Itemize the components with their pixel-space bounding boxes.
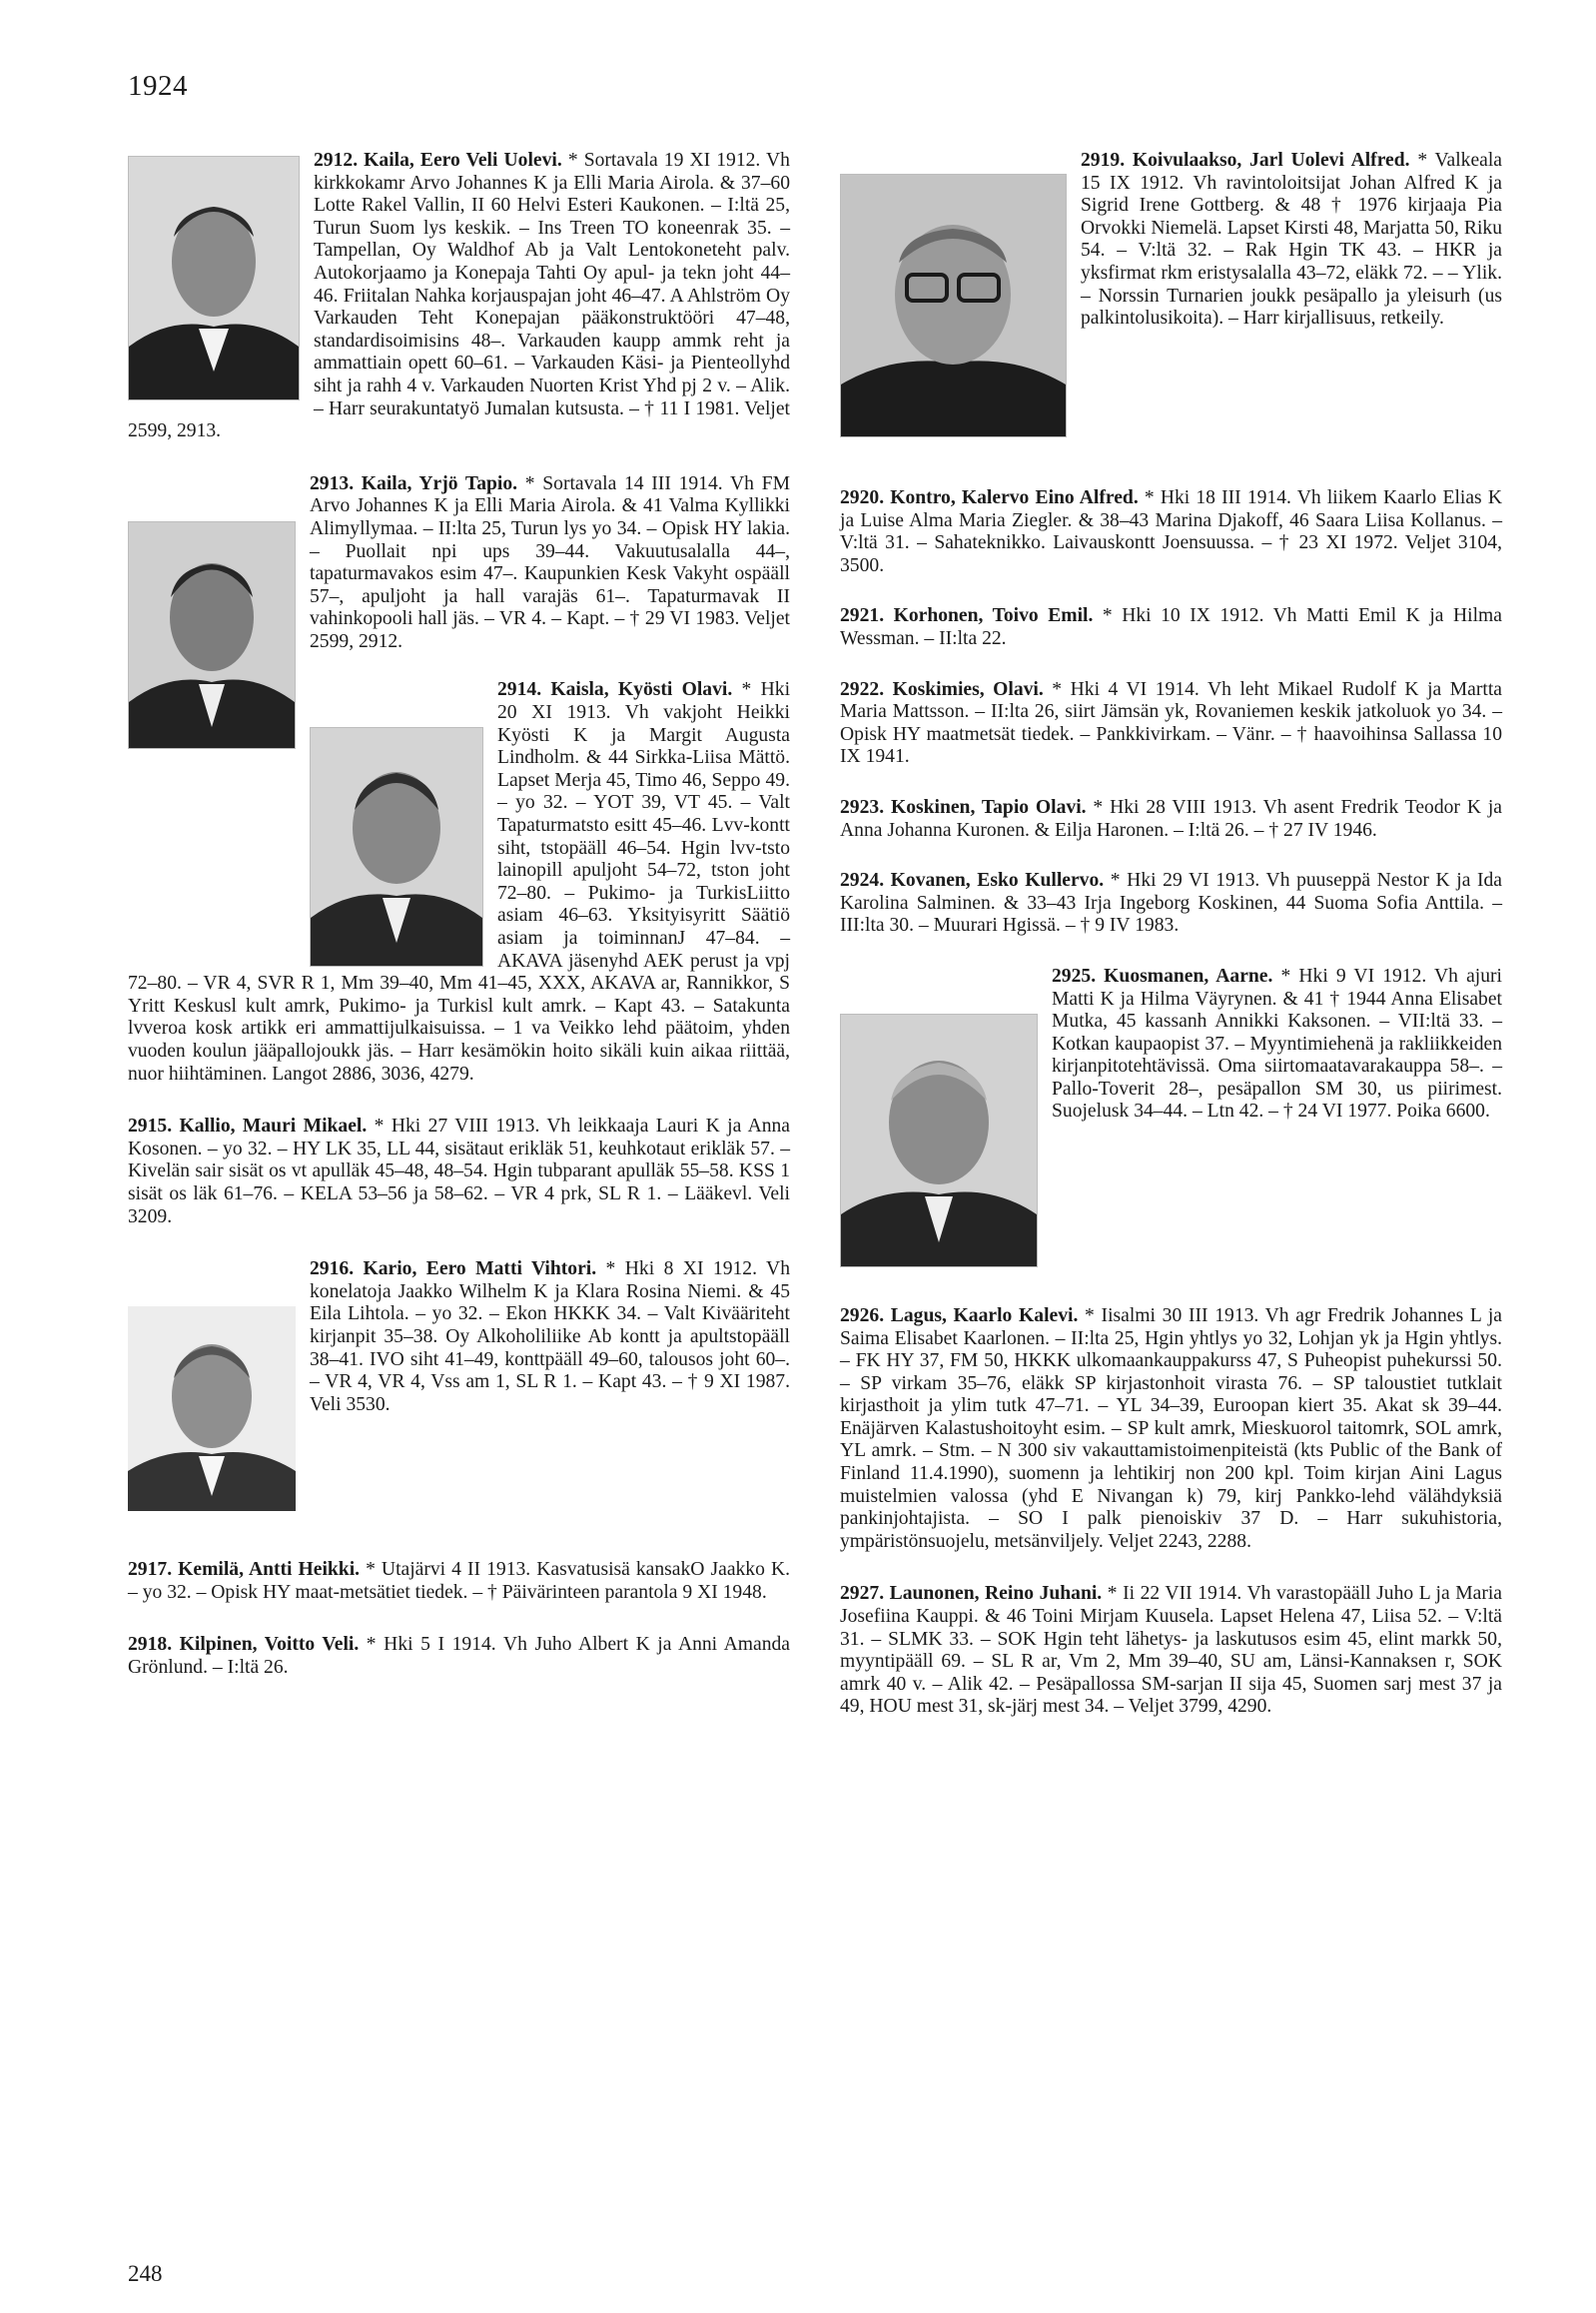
entry-heading: 2919. Koivulaakso, Jarl Uolevi Alfred. — [1081, 150, 1410, 171]
entry-text: * Hki 10 IX 1912. Vh Matti Emil K ja Hilma Wessman. – II:lta 22. — [840, 605, 1502, 649]
entry-text: * Sortavala 14 III 1914. Vh FM Arvo Johannes K ja Elli Maria Airola. & 41 Valma Kyllikki Alimyllymaa. – II:lta 25, Turun lys yo 34. – Opisk HY lakia. – Puollait npi ups 39–44. Vakuutusalalla 44–, tapaturmavakos esim 47–. Kaupunkien Kesk Vakyht ospääll 57–, apuljoht ja hall varajäs 61–. Tapaturmavak II vahinkopooli hall jäs. – VR 4. – Kapt. – † 29 VI 1983. Veljet 2599, 2912. — [310, 472, 791, 652]
entry-2924 — [840, 870, 1502, 938]
entry-heading: 2923. Koskinen, Tapio Olavi. — [840, 796, 1087, 818]
entry-text: * Hki 4 VI 1914. Vh leht Mikael Rudolf K ja Martta Maria Mattsson. – II:lta 26, siirt Jämsän yk, Rovaniemen keskik jatkoluok yo 34. – Opisk HY maatmetsät tiedek. – Pankkivirkam. – Vänr. – † haavoihinsa Sallassa 10 IX 1941. — [840, 678, 1502, 768]
entry-2916 — [128, 1258, 790, 1511]
entry-heading: 2927. Launonen, Reino Juhani. — [840, 1583, 1103, 1605]
entry-heading: 2916. Kario, Eero Matti Vihtori. — [310, 1258, 597, 1280]
entry-text: * Iisalmi 30 III 1913. Vh agr Fredrik Johannes L ja Saima Elisabet Kaarlonen. – II:lta 25, Hgin yhtlys yo 32, Lohjan yk ja Hgin yhtlys. – FK HY 37, FM 50, HKKK ulkomaankauppakurss 47, S Puheopist puhekurssi 50. – SP virkam 35–76, eläkk SP kirjastonhoit virasta 76. – SP taloustiet tutklait kirjasthoit ja ylim tutk 47–71. – YL 34–39, Euroopan kiert 35. Akat sk 39–44. Enäjärven Kalastushoitoyht esim. – SP kult amrk, Mieskuorol taitomrk, SOL amrk, YL amrk. – Stm. – N 300 siv vakauttamistoimenpiteistä (kts Public of the Bank of Finland 11.4.1990), suomenn ja lehtikirj non 200 kpl. Toim kirjan Aini Lagus muistelmien valossa (yhd E Nivangan k) 79, kirj Pankko-lehd välähdyksiä pankinjohtajista. – SO I palk pienoiskiv 37 D. – Harr sukuhistoria, ympäristönsuojelu, metsänviljely. Veljet 2243, 2288. — [840, 1304, 1502, 1552]
entry-heading: 2913. Kaila, Yrjö Tapio. — [310, 472, 518, 494]
portrait-photo-2919 — [840, 174, 1067, 437]
entry-heading: 2918. Kilpinen, Voitto Veli. — [128, 1634, 360, 1656]
entry-text: * Valkeala 15 IX 1912. Vh ravintoloitsijat Johan Alfred K ja Sigrid Irene Gottberg. & 48 † 1976 kirjaaja Pia Orvokki Niemelä. Lapset Kirsti 48, Marjatta 50, Riku 54. – V:ltä 32. – Rak Hgin TK 43. – HKR ja yksfirmat rkm eristysalalla 43–72, eläkk 72. – – Ylik. – Norssin Turnarien joukk pesäpallo ja yleisurh (us palkintolusikoita). – Harr kirjallisuus, retkeily. — [1081, 150, 1502, 330]
entry-text: * Hki 9 VI 1912. Vh ajuri Matti K ja Hilma Väyrynen. & 41 † 1944 Anna Elisabet Mutka, 45 kassanh Annikki Kaksonen. – VII:ltä 33. – Kotkan kaupaopist 37. – Myyntimiehenä ja rakliikkeiden kirjanpitotehtävissä. Oma siirtomaatavarakauppa 58–. – Pallo-Toverit 28–, pesäpallon SM 30, us piirimest. Suojelusk 34–44. – Ltn 42. – † 24 VI 1977. Poika 6600. — [1052, 965, 1502, 1123]
entry-text: * Hki 28 VIII 1913. Vh asent Fredrik Teodor K ja Anna Johanna Kuronen. & Eilja Haronen. – I:ltä 26. – † 27 IV 1946. — [840, 796, 1502, 841]
entry-2912 — [128, 150, 790, 443]
entry-2915 — [128, 1116, 790, 1228]
entry-2919 — [840, 150, 1502, 437]
entry-2917 — [128, 1559, 790, 1604]
left-column — [128, 150, 790, 1680]
entry-heading: 2914. Kaisla, Kyösti Olavi. — [497, 679, 733, 701]
entry-heading: 2915. Kallio, Mauri Mikael. — [128, 1116, 368, 1138]
page-number-header: 1924 — [128, 70, 188, 102]
entry-2926 — [840, 1305, 1502, 1554]
entry-2918 — [128, 1634, 790, 1679]
entry-heading: 2912. Kaila, Eero Veli Uolevi. — [314, 150, 562, 171]
entry-text: * Utajärvi 4 II 1913. Kasvatusisä kansakO Jaakko K. – yo 32. – Opisk HY maat-metsätiet tiedek. – † Päivärinteen parantola 9 XI 1948. — [128, 1559, 790, 1603]
entry-heading: 2921. Korhonen, Toivo Emil. — [840, 605, 1094, 627]
entry-2913 — [128, 473, 790, 654]
entry-text: * Ii 22 VII 1914. Vh varastopääll Juho L ja Maria Josefiina Kauppi. & 46 Toini Mirjam Kuusela. Lapset Helena 47, Liisa 52. – V:ltä 31. – SLMK 33. – SOK Hgin teht lähetys- ja laskutusos esim 45, elint markk 50, myyntipääll 69. – SL R ar, Vm 2, Mm 39–40, SU am, Länsi-Kannaksen r, SOK amrk 40 v. – Alik 42. – Pesäpallossa SM-sarjan II sija 45, Suomen sarj mest 37 ja 49, HOU mest 31, sk-järj mest 34. – Veljet 3799, 4290. — [840, 1583, 1502, 1718]
entry-2922 — [840, 679, 1502, 769]
entry-2921 — [840, 605, 1502, 650]
entry-text: * Hki 29 VI 1913. Vh puuseppä Nestor K ja Ida Karolina Salminen. & 33–43 Irja Ingeborg Koskinen, 44 Suoma Sofia Anttila. – III:lta 30. – Muurari Hgissä. – † 9 IV 1983. — [840, 870, 1502, 937]
entry-heading: 2922. Koskimies, Olavi. — [840, 678, 1044, 700]
entry-2923 — [840, 797, 1502, 842]
portrait-photo-2916 — [128, 1306, 296, 1511]
entry-text: * Hki 5 I 1914. Vh Juho Albert K ja Anni Amanda Grönlund. – I:ltä 26. — [128, 1634, 790, 1678]
entry-text: * Hki 8 XI 1912. Vh konelatoja Jaakko Wilhelm K ja Klara Rosina Niemi. & 45 Eila Lihtola. – yo 32. – Ekon HKKK 34. – Valt Kivääriteht kirjanpit 35–38. Oy Alkoholiliike Ab kontt ja apultstopääll 38–41. IVO siht 41–49, konttpääll 49–60, talousos joht 60–. – VR 4, VR 4, Vss am 1, SL R 1. – Kapt 43. – † 9 XI 1987. Veli 3530. — [310, 1258, 791, 1415]
portrait-photo-2913 — [128, 521, 296, 749]
entry-2925 — [840, 966, 1502, 1267]
entry-text: * Hki 27 VIII 1913. Vh leikkaaja Lauri K ja Anna Kosonen. – yo 32. – HY LK 35, LL 44, sisätaut erikläk 51, keuhkotaut erikläk 57. – Kivelän sair sisät os vt apulläk 45–48, 48–54. Hgin tubparant apulläk 55–58. KSS 1 sisät os läk 61–76. – KELA 53–56 ja 58–62. – VR 4 prk, SL R 1. – Lääkevl. Veli 3209. — [128, 1116, 791, 1227]
entry-heading: 2924. Kovanen, Esko Kullervo. — [840, 870, 1105, 892]
entry-heading: 2917. Kemilä, Antti Heikki. — [128, 1559, 361, 1581]
right-column — [840, 150, 1502, 1719]
entry-text: * Hki 18 III 1914. Vh liikem Kaarlo Elias K ja Luise Alma Maria Ziegler. & 38–43 Marina Djakoff, 46 Saara Liisa Kollanus. – V:ltä 31. – Sahateknikko. Laivauskontt Joensuussa. – † 23 XI 1972. Veljet 3104, 3500. — [840, 487, 1502, 576]
entry-heading: 2920. Kontro, Kalervo Eino Alfred. — [840, 487, 1139, 508]
entry-2927 — [840, 1583, 1502, 1719]
page-number-footer: 248 — [128, 2261, 163, 2286]
portrait-photo-2914 — [310, 727, 483, 967]
entry-text: * Sortavala 19 XI 1912. Vh kirkkokamr Arvo Johannes K ja Elli Maria Airola. & 37–60 Lotte Rakel Vallin, II 60 Helvi Esteri Kaukonen. – I:ltä 25, Turun Suom lys keskik. – Ins Treen TO koneenrak 35. – Tampellan, Oy Waldhof Ab ja Valt Lentokoneteht palv. Autokorjaamo ja Konepaja Tahti Oy apul- ja tekn joht 44–46. Friitalan Nahka korjauspajan joht 46–47. A Ahlström Oy Varkauden Teht Konepajan pääkonstruktööri 47–48, standardisoimisins 48–. Varkauden kaupp ammk reht ja ammattiain opett 60–61. – Varkauden Käsi- ja Pienteollyhd siht ja rahh 4 v. Varkauden Nuorten Krist Yhd pj 2 v. – Alik. – Harr seurakuntatyö Jumalan kutsusta. – † 11 I 1981. Veljet 2599, 2913. — [128, 150, 790, 442]
portrait-photo-2925 — [840, 1014, 1038, 1267]
entry-heading: 2926. Lagus, Kaarlo Kalevi. — [840, 1304, 1079, 1326]
portrait-photo-2912 — [128, 156, 300, 400]
entry-heading: 2925. Kuosmanen, Aarne. — [1052, 965, 1273, 987]
entry-2920 — [840, 487, 1502, 577]
entry-text: * Hki 20 XI 1913. Vh vakjoht Heikki Kyösti K ja Margit Augusta Lindholm. & 44 Sirkka-Liisa Mättö. Lapset Merja 45, Timo 46, Seppo 49. – yo 32. – YOT 39, VT 45. – Valt Tapaturmatsto esitt 45–46. Lvv-kontt siht, tstopääll 46–54. Hgin lvv-tsto lainopill apuljoht 54–72, tston joht 72–80. – Pukimo- ja TurkisLiitto asiam 46–63. Yksityisyritt Säätiö asiam ja toiminnanJ 47–84. – AKAVA jäsenyhd AEK perust ja vpj 72–80. – VR 4, SVR R 1, Mm 39–40, Mm 41–45, XXX, AKAVA ar, Rannikkor, S Yritt Keskusl kult amrk, Pukimo- ja Turkisl kult amrk. – Kapt 43. – Satakunta lvveroa kosk artikk eri ammattijulkaisuissa. – 1 va Veikko lehd päätoim, yhden vuoden koulun jääpallojoukk jäs. – Harr kesämökin hoito sikäli kuin aikaa riittää, nuor hiihtäminen. Langot 2886, 3036, 4279. — [128, 679, 791, 1085]
